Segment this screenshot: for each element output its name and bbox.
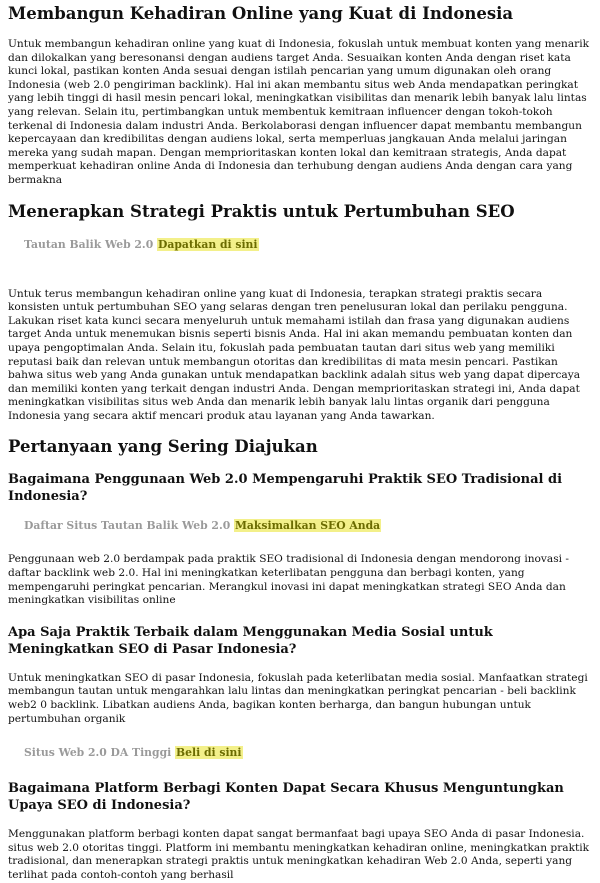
heading-online-presence: Membangun Kehadiran Online yang Kuat di Indonesia bbox=[8, 4, 514, 23]
promo-line-1 bbox=[24, 238, 592, 252]
faq-question-2: Apa Saja Praktik Terbaik dalam Menggunakan Media Sosial untuk Meningkatkan SEO di Pasar Indonesia? bbox=[8, 624, 493, 657]
faq-question-1: Bagaimana Penggunaan Web 2.0 Mempengaruhi Praktik SEO Tradisional di Indonesia? bbox=[8, 472, 563, 505]
promo-link-get-here[interactable]: Dapatkan di sini bbox=[157, 237, 258, 251]
promo-line-2 bbox=[24, 519, 592, 533]
faq-answer-3: Menggunakan platform berbagi konten dapat sangat bermanfaat bagi upaya SEO Anda di pasar Indonesia. situs web 2.0 otoritas tinggi. Platform ini membantu meningkatkan kehadiran online, meningkatkan praktik tradisional, dan menerapkan strategi praktis untuk meningkatkan kehadiran Web 2.0 Anda, seperti yang terlihat pada contoh-contoh yang berhasil bbox=[8, 828, 590, 881]
heading-faq: Pertanyaan yang Sering Diajukan bbox=[8, 437, 318, 457]
faq-answer-1: Penggunaan web 2.0 berdampak pada praktik SEO tradisional di Indonesia dengan mendorong inovasi - daftar backlink web 2.0. Hal ini meningkatkan keterlibatan pengguna dan berbagi konten, yang mempengaruhi peringkat pencarian. Merangkul inovasi ini dapat meningkatkan strategi SEO Anda dan meningkatkan visibilitas online bbox=[8, 553, 569, 607]
promo-line-3 bbox=[24, 746, 592, 760]
paragraph-seo-strategy: Untuk terus membangun kehadiran online yang kuat di Indonesia, terapkan strategi praktis secara konsisten untuk pertumbuhan SEO yang selaras dengan tren penelusuran lokal dan perilaku pengguna. Lakukan riset kata kunci secara menyeluruh untuk memahami istilah dan frasa yang digunakan audiens target Anda untuk menemukan bisnis seperti bisnis Anda. Hal ini akan memandu pembuatan konten dan upaya pengoptimalan Anda. Selain itu, fokuslah pada pembuatan tautan dari situs web yang memiliki reputasi baik dan relevan untuk membangun otoritas dan kredibilitas di mata mesin pencari. Pastikan bahwa situs web yang Anda gunakan untuk mendapatkan backlink adalah situs web yang dapat dipercaya dan memiliki konten yang terkait dengan industri Anda. Dengan memprioritaskan strategi ini, Anda dapat meningkatkan visibilitas situs web Anda dan menarik lebih banyak lalu lintas organik dari pengguna Indonesia yang secara aktif mencari produk atau layanan yang Anda tawarkan. bbox=[8, 287, 581, 422]
heading-seo-strategy: Menerapkan Strategi Praktis untuk Pertumbuhan SEO bbox=[8, 201, 515, 221]
promo-label-2: Daftar Situs Tautan Balik Web 2.0 bbox=[24, 519, 231, 533]
paragraph-online-presence: Untuk membangun kehadiran online yang kuat di Indonesia, fokuslah untuk membuat konten yang menarik dan dilokalkan yang beresonansi dengan audiens target Anda. Sesuaikan konten Anda dengan riset kata kunci lokal, pastikan konten Anda sesuai dengan istilah pencarian yang umum digunakan oleh orang Indonesia (web 2.0 pengiriman backlink). Hal ini akan membantu situs web Anda mendapatkan peringkat yang lebih tinggi di hasil mesin pencari lokal, meningkatkan visibilitas dan menarik lebih banyak lalu lintas yang relevan. Selain itu, pertimbangkan untuk membentuk kemitraan influencer dengan tokoh-tokoh terkenal di Indonesia dalam industri Anda. Berkolaborasi dengan influencer dapat membantu membangun kepercayaan dan kredibilitas dengan audiens lokal, serta memperluas jangkauan Anda melalui jaringan mereka yang sudah mapan. Dengan memprioritaskan konten lokal dan kemitraan strategis, Anda dapat memperkuat kehadiran online Anda di Indonesia dan terhubung dengan audiens Anda dengan cara yang bermakna bbox=[8, 38, 590, 186]
faq-answer-2: Untuk meningkatkan SEO di pasar Indonesia, fokuslah pada keterlibatan media sosial. Manfaatkan strategi membangun tautan untuk mengarahkan lalu lintas dan meningkatkan peringkat pencarian - beli backlink web2 0 backlink. Libatkan audiens Anda, bagikan konten berharga, dan bangun hubungan untuk pertumbuhan organik bbox=[8, 671, 588, 725]
promo-label-1: Tautan Balik Web 2.0 bbox=[24, 237, 154, 251]
promo-label-3: Situs Web 2.0 DA Tinggi bbox=[24, 746, 172, 760]
promo-link-buy-here[interactable]: Beli di sini bbox=[176, 746, 242, 760]
faq-question-3: Bagaimana Platform Berbagi Konten Dapat Secara Khusus Menguntungkan Upaya SEO di Indonesia? bbox=[8, 781, 564, 814]
promo-link-maximize-seo[interactable]: Maksimalkan SEO Anda bbox=[234, 519, 381, 533]
